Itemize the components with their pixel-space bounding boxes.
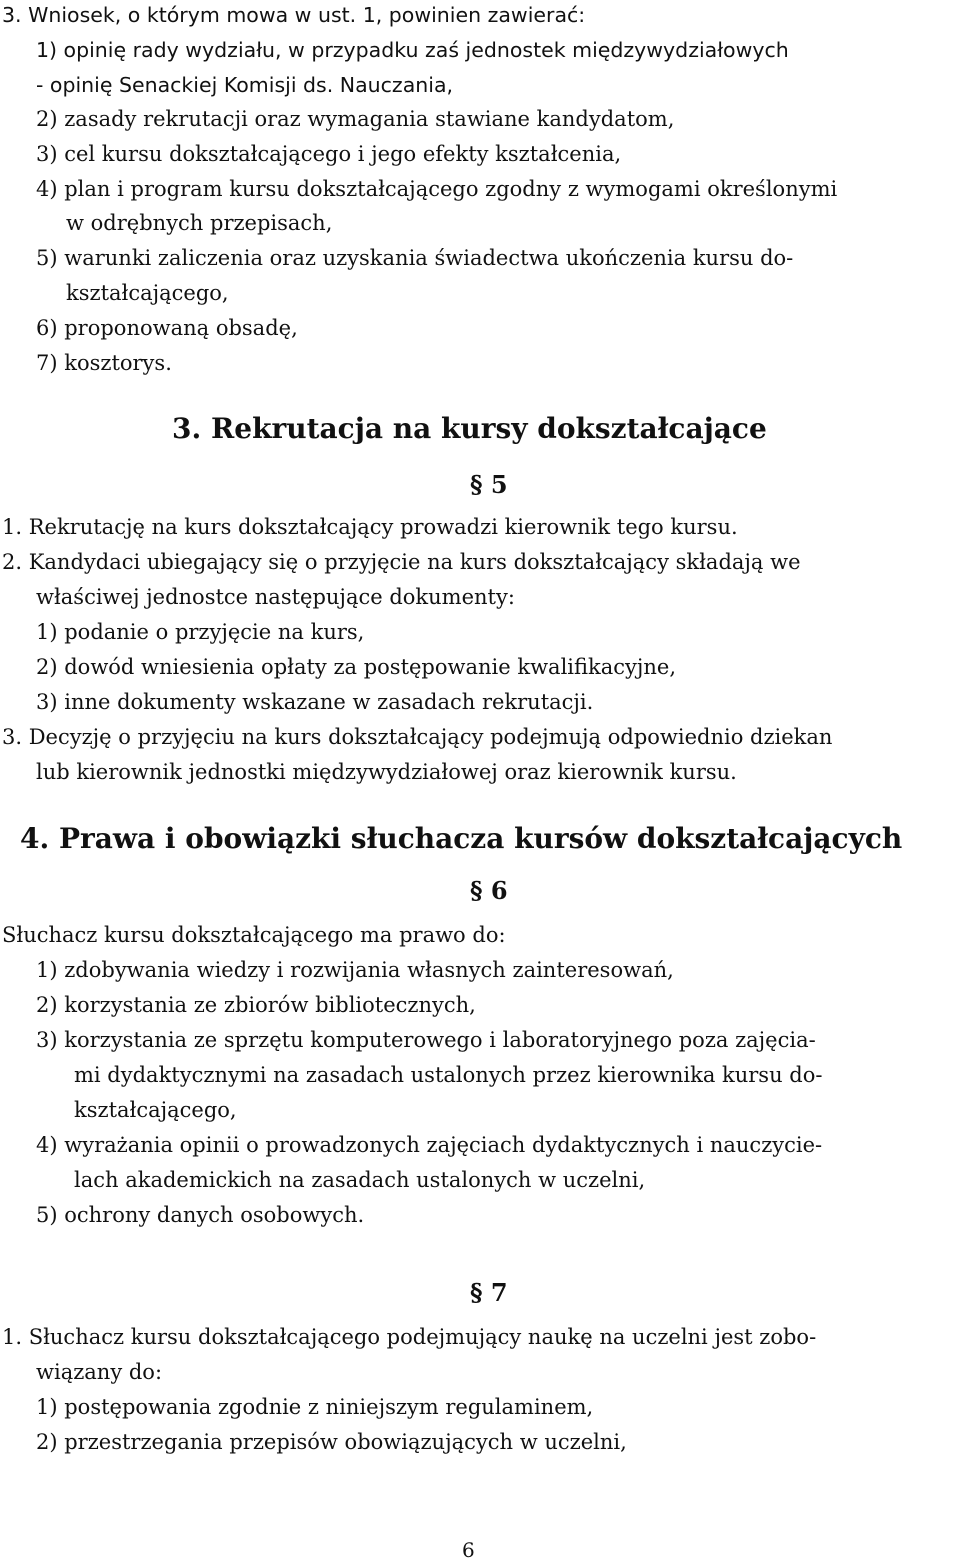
list-item: 3) cel kursu dokształcającego i jego efekty kształcenia, [36, 142, 622, 166]
list-item: 2) przestrzegania przepisów obowiązujących w uczelni, [36, 1430, 627, 1454]
list-item: kształcającego, [66, 281, 229, 305]
list-item: 2) dowód wniesienia opłaty za postępowanie kwalifikacyjne, [36, 655, 677, 679]
page-number: 6 [462, 1538, 475, 1562]
list-item: 6) proponowaną obsadę, [36, 316, 298, 340]
text-line: 3. Wniosek, o którym mowa w ust. 1, powinien zawierać: [2, 3, 586, 27]
list-item: kształcającego, [74, 1098, 237, 1122]
list-item: 7) kosztorys. [36, 351, 172, 375]
list-item: 3) korzystania ze sprzętu komputerowego i laboratoryjnego poza zajęcia- [36, 1028, 816, 1052]
text-line: Słuchacz kursu dokształcającego ma prawo do: [2, 923, 506, 947]
text-line: 2. Kandydaci ubiegający się o przyjęcie na kurs dokształcający składają we [2, 550, 801, 574]
text-line: - opinię Senackiej Komisji ds. Nauczania, [36, 73, 454, 97]
text-line: właściwej jednostce następujące dokumenty: [36, 585, 515, 609]
paragraph-number: § 5 [470, 470, 508, 499]
text-line: 1) opinię rady wydziału, w przypadku zaś jednostek międzywydziałowych [36, 38, 789, 62]
text-line: wiązany do: [36, 1360, 163, 1384]
list-item: 4) wyrażania opinii o prowadzonych zajęciach dydaktycznych i nauczycie- [36, 1133, 823, 1157]
text-line: 3. Decyzję o przyjęciu na kurs dokształcający podejmują odpowiednio dziekan [2, 725, 833, 749]
list-item: 5) warunki zaliczenia oraz uzyskania świadectwa ukończenia kursu do- [36, 246, 794, 270]
list-item: 2) korzystania ze zbiorów bibliotecznych, [36, 993, 476, 1017]
list-item: w odrębnych przepisach, [66, 211, 333, 235]
list-item: lach akademickich na zasadach ustalonych w uczelni, [74, 1168, 646, 1192]
section-heading: 3. Rekrutacja na kursy dokształcające [172, 412, 767, 445]
list-item: 3) inne dokumenty wskazane w zasadach rekrutacji. [36, 690, 594, 714]
paragraph-number: § 6 [470, 876, 508, 905]
list-item: mi dydaktycznymi na zasadach ustalonych przez kierownika kursu do- [74, 1063, 823, 1087]
list-item: 4) plan i program kursu dokształcającego zgodny z wymogami określonymi [36, 177, 838, 201]
section-heading: 4. Prawa i obowiązki słuchacza kursów dokształcających [20, 822, 903, 855]
text-line: 1. Słuchacz kursu dokształcającego podejmujący naukę na uczelni jest zobo- [2, 1325, 817, 1349]
list-item: 2) zasady rekrutacji oraz wymagania stawiane kandydatom, [36, 107, 675, 131]
list-item: 1) zdobywania wiedzy i rozwijania własnych zainteresowań, [36, 958, 674, 982]
paragraph-number: § 7 [470, 1278, 508, 1307]
text-line: 1. Rekrutację na kurs dokształcający prowadzi kierownik tego kursu. [2, 515, 738, 539]
text-line: lub kierownik jednostki międzywydziałowej oraz kierownik kursu. [36, 760, 737, 784]
list-item: 1) postępowania zgodnie z niniejszym regulaminem, [36, 1395, 594, 1419]
list-item: 5) ochrony danych osobowych. [36, 1203, 365, 1227]
list-item: 1) podanie o przyjęcie na kurs, [36, 620, 365, 644]
